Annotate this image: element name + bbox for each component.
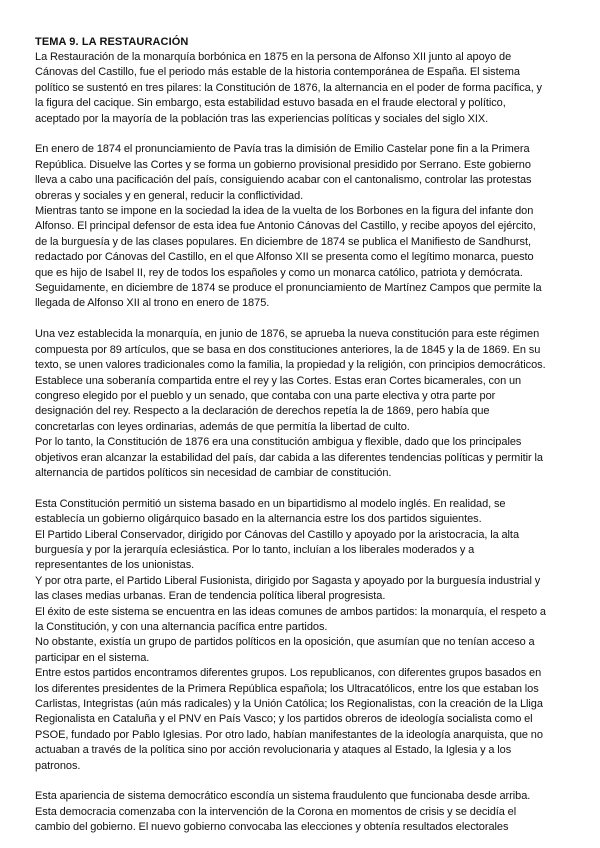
paragraph: Una vez establecida la monarquía, en junio de 1876, se aprueba la nueva constitución para este régimen compuesta por 89 artículos, que se basa en dos constituciones anteriores, la de 1845 y la de 1869. En su texto, se unen valores tradicionales como la familia, la propiedad y la religión, con principios democráticos. Establece una soberanía compartida entre el rey y las Cortes. Estas eran Cortes bicamerales, con un congreso elegido por el pueblo y un senado, que contaba con una parte electiva y otra parte por designación del rey. Respecto a la declaración de derechos repetía la de 1869, pero había que concretarlas con leyes ordinarias, además de que permitía la libertad de culto. (35, 328, 546, 433)
section-bipartidism (35, 497, 548, 774)
section-intro (35, 50, 548, 127)
paragraph: En enero de 1874 el pronunciamiento de Pavía tras la dimisión de Emilio Castelar pone fin a la Primera República. Disuelve las Cortes y se forma un gobierno provisional presidido por Serrano. Este gobierno lleva a cabo una pacificación del país, consiguiendo acabar con el cantonalismo, controlar las protestas obreras y sociales y en general, reducir la conflictividad. (35, 143, 532, 202)
paragraph: Esta Constitución permitió un sistema basado en un bipartidismo al modelo inglés. En realidad, se establecía un gobierno oligárquico basado en la alternancia estre los dos partidos siguientes. (35, 497, 506, 526)
paragraph: Por lo tanto, la Constitución de 1876 era una constitución ambigua y flexible, dado que los principales objetivos eran alcanzar la estabilidad del país, dar cabida a las diferentes tendencias políticas y permitir la alternancia de partidos políticos sin necesidad de cambiar de constitución. (35, 436, 543, 479)
paragraph-gap (35, 481, 548, 496)
paragraph: Esta apariencia de sistema democrático escondía un sistema fraudulento que funcionaba desde arriba. Esta democracia comenzaba con la intervención de la Corona en momentos de crisis y se decidía el cambio del gobierno. El nuevo gobierno convocaba las elecciones y obtenía resultados electorales (35, 790, 531, 834)
paragraph: El éxito de este sistema se encuentra en las ideas comunes de ambos partidos: la monarquía, el respeto a la Constitución, y con una alternancia pacífica entre partidos. (35, 605, 546, 633)
paragraph-gap (35, 774, 548, 789)
paragraph: No obstante, existía un grupo de partidos políticos en la oposición, que asumían que no tenían acceso a participar en el sistema. (35, 636, 535, 664)
paragraph-gap (35, 312, 548, 327)
section-origins (35, 142, 548, 311)
paragraph: Y por otra parte, el Partido Liberal Fusionista, dirigido por Sagasta y apoyado por la burguesía industrial y las clases medias urbanas. Eran de tendencia política liberal progresista. (35, 574, 541, 603)
section-constitution (35, 327, 548, 481)
paragraph: Entre estos partidos encontramos diferentes grupos. Los republicanos, con diferentes grupos basados en los diferentes presidentes de la Primera República española; los Ultracatólicos, entre los que estaban los Carlistas, Integristas (aún más radicales) y la Unión Católica; los Regionalistas, con la creación de la Lliga Regionalista en Cataluña y el PNV en País Vasco; y los partidos obreros de ideología socialista como el PSOE, fundado por Pablo Iglesias. Por otro lado, habían manifestantes de la ideología anarquista, que no actuaban a través de la política sino por acción revolucionaria y ataques al Estado, la Iglesia y a los patronos. (35, 667, 543, 772)
paragraph: Mientras tanto se impone en la sociedad la idea de la vuelta de los Borbones en la figura del infante don Alfonso. El principal defensor de esta idea fue Antonio Cánovas del Castillo, y recibe apoyos del ejército, de la burguesía y de las clases populares. En diciembre de 1874 se publica el Manifiesto de Sandhurst, redactado por Cánovas del Castillo, en el que Alfonso XII se presenta como el legítimo monarca, puesto que es hijo de Isabel II, rey de todos los españoles y como un monarca católico, patriota y demócrata. Seguidamente, en diciembre de 1874 se produce el pronunciamiento de Martínez Campos que permite la llegada de Alfonso XII al trono en enero de 1875. (35, 205, 542, 310)
section-fraud (35, 789, 548, 835)
paragraph: La Restauración de la monarquía borbónica en 1875 en la persona de Alfonso XII junto al apoyo de Cánovas del Castillo, fue el periodo más estable de la historia contemporánea de España. El sistema político se sustentó en tres pilares: la Constitución de 1876, la alternancia en el poder de forma pacífica, y la figura del cacique. Sin embargo, esta estabilidad estuvo basada en el fraude electoral y político, aceptado por la mayoría de la población tras las experiencias políticas y sociales del siglo XIX. (35, 51, 542, 125)
document-title: TEMA 9. LA RESTAURACIÓN (35, 36, 189, 48)
paragraph: El Partido Liberal Conservador, dirigido por Cánovas del Castillo y apoyado por la aristocracia, la alta burguesía y por la jerarquía eclesiástica. Por lo tanto, incluían a los liberales moderados y a representantes de los unionistas. (35, 528, 520, 572)
paragraph-gap (35, 127, 548, 142)
